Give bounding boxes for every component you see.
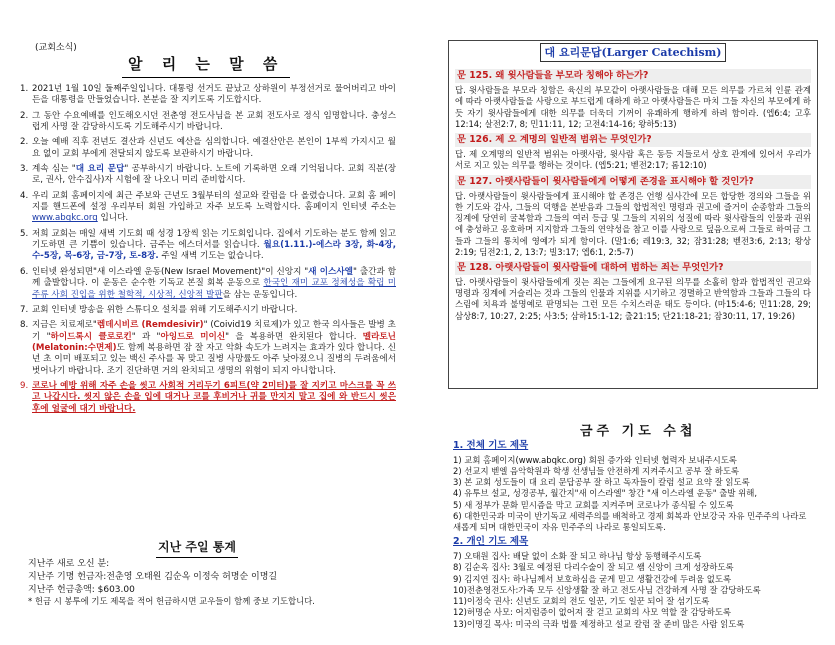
homepage-link[interactable]: www.abqkc.org xyxy=(32,213,98,224)
prayer-item: 9) 김지연 집사: 하나님께서 보호하심을 굳게 믿고 생활건강에 두려움 없도록 xyxy=(453,573,732,584)
general-prayer-header: 1. 전체 기도 제목 xyxy=(453,440,529,451)
catechism-body xyxy=(455,68,811,325)
general-prayer-list xyxy=(453,455,813,534)
prayer-item: 13)이명길 목사: 미국의 극좌 법률 제정하고 설교 칼럼 잘 준비 많은 사람 읽도록 xyxy=(453,618,745,629)
prayer-item: 2) 선교지 벧엘 음악학원과 학생 선생님들 안전하게 지켜주시고 공부 잘 하도록 xyxy=(453,465,740,476)
prayer-title: 금주 기도 수첩 xyxy=(580,424,697,439)
church-news-tag: (교회소식) xyxy=(35,43,77,53)
catechism-question: 문 126. 제 오 계명의 일반적 범위는 무엇인가? xyxy=(455,133,811,147)
notice-item: 7. 교회 인터넷 방송을 위한 스튜디오 설치를 위해 기도해주시기 바랍니다. xyxy=(20,304,298,315)
catechism-answer: 답. 제 오계명의 일반적 범위는 아랫사람, 윗사람 혹은 동등 지들로서 상호 관계에 있어서 우리가 서로 지고 있는 의무를 행하는 것이다. (엡5:21; 벧전2:17; 롬12:10) xyxy=(455,149,811,171)
prayer-item: 4) 유투브 설교, 성경공부, 월간지"새 이스라엘" 창간 "새 이스라엘 운동" 출발 위해, xyxy=(453,488,757,499)
notice-item: 5. 저희 교회는 매일 새벽 기도회 때 성경 1장씩 읽는 기도회입니다. 집에서 기도하는 분도 함께 읽고 기도하면 큰 기쁨이 있습니다. 금주는 에스더서를 읽습니다. 월요(1.11.)-에스라 3장, 화-4장, 수-5장, 목-6장, 금-7장, 토-8장. 주일 새벽 기도는 없습니다. xyxy=(20,228,396,262)
prayer-item: 11)이정숙 권사: 신년도 교회의 전도 일꾼, 기도 일꾼 되어 잘 섬기도록 xyxy=(453,596,710,607)
catechism-question: 문 125. 왜 윗사람들을 부모라 칭해야 하는가? xyxy=(455,69,811,83)
stats-note: * 헌금 시 봉투에 기도 제목을 적어 헌금하시면 교우들이 함께 중보 기도합니다. xyxy=(28,596,315,607)
notice-item: 1. 2021년 1월 10일 둘째주일입니다. 대통령 선거도 끝났고 상하원이 부정선거로 물어버리고 바이든을 대통령을 만들었습니다. 본분을 잘 지키도록 기도합시다. xyxy=(20,84,396,106)
notice-item: 4. 우리 교회 홈페이지에 최근 주보와 근년도 3월부터의 설교와 칼럼을 다 올렸습니다. 교회 홈 페이지를 핸드폰에 설정 우리부터 회원 가입하고 자주 보도록 노력합시다. 홈페이지 인터넷 주소는 www.abqkc.org 입니다. xyxy=(20,190,396,224)
stats-title: 지난 주일 통계 xyxy=(158,540,236,554)
prayer-item: 5) 새 정부가 문화 믿시즘을 막고 교회를 지켜주며 코로나가 종식될 수 있도록 xyxy=(453,499,734,510)
notice-item: 3. 계속 심는 "대 요리 문답" 공부하시기 바랍니다. 노트에 기록하면 오래 기억됩니다. 교회 직분(장로, 권사, 안수집사)자 시험에 잘 나오니 미리 준비합시다. xyxy=(20,164,396,186)
prayer-item: 3) 본 교회 성도들이 대 요리 문답공부 잘 하고 독자들이 칼럼 설교 요약 잘 읽도록 xyxy=(453,477,750,488)
notice-item: 2. 그 동안 수요예배를 인도해오시던 전춘영 전도사님을 본 교회 전도사로 정식 임명합니다. 충성스럽게 사명 잘 감당하시도록 기도해주시기 바랍니다. xyxy=(20,110,396,133)
prayer-item: 7) 오태원 집사: 배달 없이 소화 잘 되고 하나님 항상 동행해주시도록 xyxy=(453,551,702,562)
personal-prayer-list xyxy=(453,551,813,630)
catechism-title: 대 요리문답(Larger Catechism) xyxy=(540,43,726,62)
prayer-item: 12)허명순 사모: 어지럼증이 없어져 잘 걷고 교회의 사모 역할 잘 감당하도록 xyxy=(453,607,731,618)
notice-item: 9. 코로나 예방 위해 자주 손을 씻고 사회적 거리두기 6피트(약 2미터)를 잘 지키고 마스크를 꼭 쓰고 나갑시다. 씻지 않은 손을 입에 대거나 코를 후비거나 귀를 만지지 말고 집에 와 반드시 씻은 후에 얼굴에 대기 바랍니다. xyxy=(20,380,396,414)
stats-line: 지난주 기명 헌금자:전춘영 오태원 김순옥 이정숙 허명순 이명길 xyxy=(28,571,278,582)
notice-item: 2. 오늘 예배 직후 전년도 결산과 신년도 예산을 심의합니다. 예결산안은 본인이 1부씩 가지시고 월요 없이 교회 부에게 전달되지 않도록 보관하시기 바랍니다. xyxy=(20,137,396,159)
prayer-item: 6) 대한민국과 미국이 반기독교 세력주의를 배척하고 경제 회복과 안보강국 자유 민주주의 나라로 새롭게 되며 대한민국이 자유 민주주의 나라로 통일되도록. xyxy=(453,510,807,533)
catechism-question: 문 127. 아랫사람들이 윗사람들에게 어떻게 존경을 표시해야 할 것인가? xyxy=(455,175,811,189)
catechism-answer: 답. 윗사람들을 부모라 칭함은 육신의 부모같이 아랫사람들을 대해 모든 의무를 가르쳐 인륜 관계에 따라 아랫사람들을 사랑으로 부드럽게 대하게 하고 아랫사람들은 마치 그들 자신의 부모에게 하듯 자기 윗사람들에게 대한 의무를 더욱더 기꺼이 유쾌하게 행하게 하려 함이라. (엡6:4; 고후12:14; 살전2:7, 8; 민11:11, 12; 고전4:14-16; 왕하5:13) xyxy=(455,85,811,129)
catechism-answer: 답. 아랫사람들이 윗사람들에게 짓는 죄는 그들에게 요구된 의무를 소홀히 함과 합법적인 권고와 명령과 징계에 거슬리는 것과 그들의 인물과 지위를 시기하고 경멸하고 반역함과 그들과 그들의 다스림에 치욕과 불명예로 판명되는 그런 모든 수치스러운 태도 등이다. (마15:4-6; 민11:28, 29; 삼상8:7, 10:27, 2:25; 사3:5; 삼하15:1-12; 출21:15; 단21:18-21; 잠30:11, 17, 19:26) xyxy=(455,277,811,321)
prayer-item: 8) 김순옥 집사: 3월로 예정된 다리수술이 잘 되고 쌤 신앙이 크게 성장하도록 xyxy=(453,562,734,573)
personal-prayer-header: 2. 개인 기도 제목 xyxy=(453,536,529,548)
stats-line: 지난주 헌금총액: $603.00 xyxy=(28,584,135,595)
prayer-item: 10)전춘영전도사:가족 모두 신앙생활 잘 하고 전도사님 건강하게 사명 잘 감당하도록 xyxy=(453,584,761,595)
prayer-section xyxy=(453,437,813,630)
catechism-answer: 답. 아랫사람들이 윗사람들에게 표시해야 할 존경은 언행 심사간에 모든 합당한 경의와 그들을 위한 기도와 감사, 그들의 덕행을 본받음과 그들의 합법적인 명령과 권고에 즐거이 순종함과 그들의 징계에 당연히 굴복함과 그들의 여러 등급 및 그들의 지위의 성질에 따라 윗사람들의 인물과 권위에 충성하고 옹호하며 지지함과 그들의 연약성을 참고 이를 사랑으로 덮음으로써 그들로 하여금 그들과 그들의 통치에 영예가 되게 함이다. (말1:6; 레19:3, 32; 잠31:28; 벧전3:6, 2:13; 왕상2:19; 딤전2:1, 2, 13:7; 빌3:17; 엡6:1, 2:5-7) xyxy=(455,190,811,257)
stats-section xyxy=(28,558,398,608)
notice-title: 알 리 는 말 씀 xyxy=(128,55,285,73)
notice-item: 6. 인터넷 완성되면"새 이스라엘 운동(New Israel Movement)"이 신앙지 "새 이스사엘" 출간과 함께 출발합니다. 이 운동은 순수한 기독교 본질 회복 운동으로 한국인 재미 교포 정체성을 확립 미 주류 사회 진입을 위한 철학적, 시상적, 신앙적 발판을 삼는 운동입니다. xyxy=(20,266,396,300)
stats-line: 지난주 새로 오신 분: xyxy=(28,559,110,569)
prayer-item: 1) 교회 홈페이지(www.abqkc.org) 회원 증가와 인터넷 협력자 보내주시도록 xyxy=(453,454,737,465)
notice-item: 8. 지금은 치료제로"렘데시비르 (Remdesivir)" (Coivid19 치료제)가 있고 한국 의사들은 발병 초기 "하이드록시 클로로킨" 과 "아잉드로 미이신" 을 복용하면 완치된다 합니다. 멜라토닌(Melatonin:수면제)도 함께 복용하면 잠 잘 자고 악화 속도가 느려지는 효과가 있다 합니다. 신년 초 이미 배포되고 있는 백신 주사를 꼭 맞고 질병 사망률도 아주 낮아졌으니 질병의 두려움에서 벗어나기 바랍니다. 조기 진단하면 거의 완치되고 생명의 위험이 되지 아니합니다. xyxy=(20,320,396,376)
catechism-question: 문 128. 아랫사람들이 윗사람들에 대하여 범하는 죄는 무엇인가? xyxy=(455,261,811,275)
notice-list xyxy=(20,84,396,419)
